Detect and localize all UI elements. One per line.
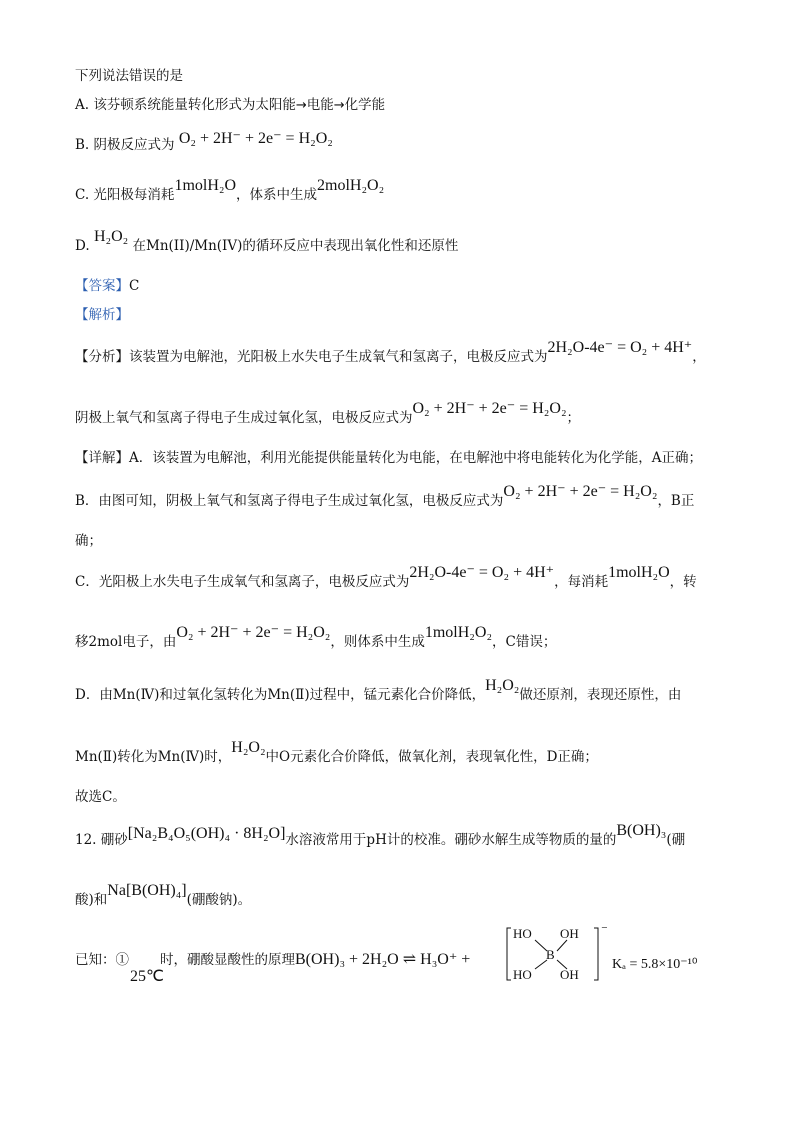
detail-label: 【详解】: [75, 450, 129, 466]
detail-d2-end: 中O元素化合价降低，做氧化剂，表现氧化性，D正确；: [265, 749, 598, 765]
known-ka: Kₐ = 5.8×10⁻¹⁰: [612, 957, 698, 972]
struct-label-ho-top: HO: [513, 926, 532, 941]
detail-c2-text: 移2mol电子，由: [75, 634, 177, 650]
detail-d-formula: H₂O₂: [485, 677, 520, 694]
option-d-formula: H₂O₂: [93, 228, 129, 245]
detail-c2-formula-1: O₂ + 2H⁻ + 2e⁻ = H₂O₂: [176, 624, 331, 641]
fenxi-end-1: ，: [692, 349, 706, 365]
struct-label-oh-top: OH: [560, 926, 579, 941]
answer-line: [75, 274, 139, 294]
answer-value: C: [129, 278, 140, 294]
known-text: [160, 948, 470, 969]
struct-label-ho-bottom: HO: [513, 967, 532, 982]
fenxi-formula-2: O₂ + 2H⁻ + 2e⁻ = H₂O₂: [412, 400, 567, 417]
option-c-formula-1: 1molH₂O: [174, 177, 237, 194]
detail-d2-formula: H₂O₂: [231, 739, 266, 756]
struct-charge: ⁻: [601, 922, 608, 937]
option-a: [75, 93, 385, 113]
option-b: [75, 130, 333, 154]
arrow-right-icon: →: [295, 98, 307, 113]
q12-text-1: 硼砂: [100, 832, 128, 848]
detail-c2: [75, 624, 557, 651]
q12-text-2: 水溶液常用于pH计的校准。硼砂水解生成等物质的量的: [285, 832, 617, 848]
detail-c2-formula-2: 1molH₂O₂: [424, 624, 493, 641]
option-d-text: 在Mn(II)/Mn(IV)的循环反应中表现出氧化性和还原性: [132, 238, 459, 254]
detail-d2-text: Mn(Ⅱ)转化为Mn(Ⅳ)时，: [75, 749, 232, 765]
option-b-text: B. 阴极反应式为: [75, 137, 175, 153]
detail-conclusion: 故选C。: [75, 789, 126, 805]
detail-d-end: 做还原剂，表现还原性，由: [519, 687, 682, 703]
q12-line-2: [75, 882, 252, 909]
known-label: 已知：①: [75, 952, 129, 968]
question-intro: 下列说法错误的是: [75, 68, 183, 84]
fenxi-text-2: 阴极上氧气和氢离子得电子生成过氧化氢，电极反应式为: [75, 410, 413, 426]
struct-label-b: B: [546, 947, 555, 962]
q12-number: 12.: [75, 832, 97, 848]
detail-c: [75, 564, 697, 591]
detail-b-formula: O₂ + 2H⁻ + 2e⁻ = H₂O₂: [503, 483, 658, 500]
option-c-mid: ，体系中生成: [236, 187, 318, 203]
detail-c-text: C．光阳极上水失电子生成氧气和氢离子，电极反应式为: [75, 574, 410, 590]
detail-c-mid: ，每消耗: [554, 574, 609, 590]
fenxi-text-1: 该装置为电解池，光阳极上水失电子生成氧气和氢离子，电极反应式为: [129, 349, 548, 365]
borate-structure: [505, 922, 608, 982]
struct-label-oh-bottom: OH: [560, 967, 579, 982]
detail-b-end: ，B正: [657, 493, 695, 509]
q12-text-4: 酸)和: [75, 892, 108, 908]
q12-formula-1: [Na₂B₄O₅(OH)₄ · 8H₂O]: [127, 825, 286, 842]
option-d: [75, 228, 459, 255]
detail-b-text: B．由图可知，阴极上氧气和氢离子得电子生成过氧化氢，电极反应式为: [75, 493, 504, 509]
detail-c-formula-1: 2H₂O-4e⁻ = O₂ + 4H⁺: [409, 564, 555, 581]
detail-c-end: ，转: [669, 574, 697, 590]
option-c-formula-2: 2molH₂O₂: [317, 177, 385, 194]
detail-d: [75, 677, 682, 704]
detail-b-cont: 确；: [75, 533, 102, 549]
option-c-text: C. 光阳极每消耗: [75, 187, 175, 203]
analysis-label: 【解析】: [75, 307, 129, 323]
q12-formula-3: Na[B(OH)₄]: [107, 882, 187, 899]
known-temperature: 25℃: [130, 968, 164, 985]
detail-d2: [75, 739, 598, 766]
known-equation: B(OH)₃ + 2H₂O ⇌ H₃O⁺ +: [295, 951, 471, 968]
option-b-formula: O₂ + 2H⁻ + 2e⁻ = H₂O₂: [178, 130, 333, 147]
fenxi-formula-1: 2H₂O-4e⁻ = O₂ + 4H⁺: [547, 339, 693, 356]
option-d-label: D.: [75, 238, 90, 254]
known-line: [75, 948, 129, 968]
detail-b: [75, 483, 695, 510]
detail-c2-end: ，C错误；: [492, 634, 557, 650]
detail-a-text: A．该装置为电解池，利用光能提供能量转化为电能，在电解池中将电能转化为化学能，A正确；: [129, 450, 702, 466]
q12-line-1: [75, 822, 686, 849]
fenxi-line-1: [75, 339, 706, 366]
detail-d-text: D．由Mn(Ⅳ)和过氧化氢转化为Mn(Ⅱ)过程中，锰元素化合价降低，: [75, 687, 486, 703]
option-a-mid: 电能: [306, 97, 334, 113]
q12-formula-2: B(OH)₃: [616, 822, 667, 839]
detail-c2-mid: ，则体系中生成: [330, 634, 425, 650]
fenxi-end-2: ；: [566, 410, 581, 426]
answer-label: 【答案】: [75, 278, 129, 294]
option-a-text: A. 该芬顿系统能量转化形式为太阳能: [75, 97, 296, 113]
fenxi-line-2: [75, 400, 581, 427]
arrow-right-icon: →: [333, 98, 345, 113]
fenxi-label: 【分析】: [75, 349, 129, 365]
detail-a: [75, 446, 702, 466]
option-a-end: 化学能: [344, 97, 386, 113]
detail-c-formula-2: 1molH₂O: [608, 564, 670, 581]
option-c: [75, 177, 385, 204]
q12-text-3: (硼: [666, 832, 686, 848]
known-text-1: 时，硼酸显酸性的原理: [160, 952, 295, 968]
q12-text-5: (硼酸钠)。: [186, 892, 252, 908]
